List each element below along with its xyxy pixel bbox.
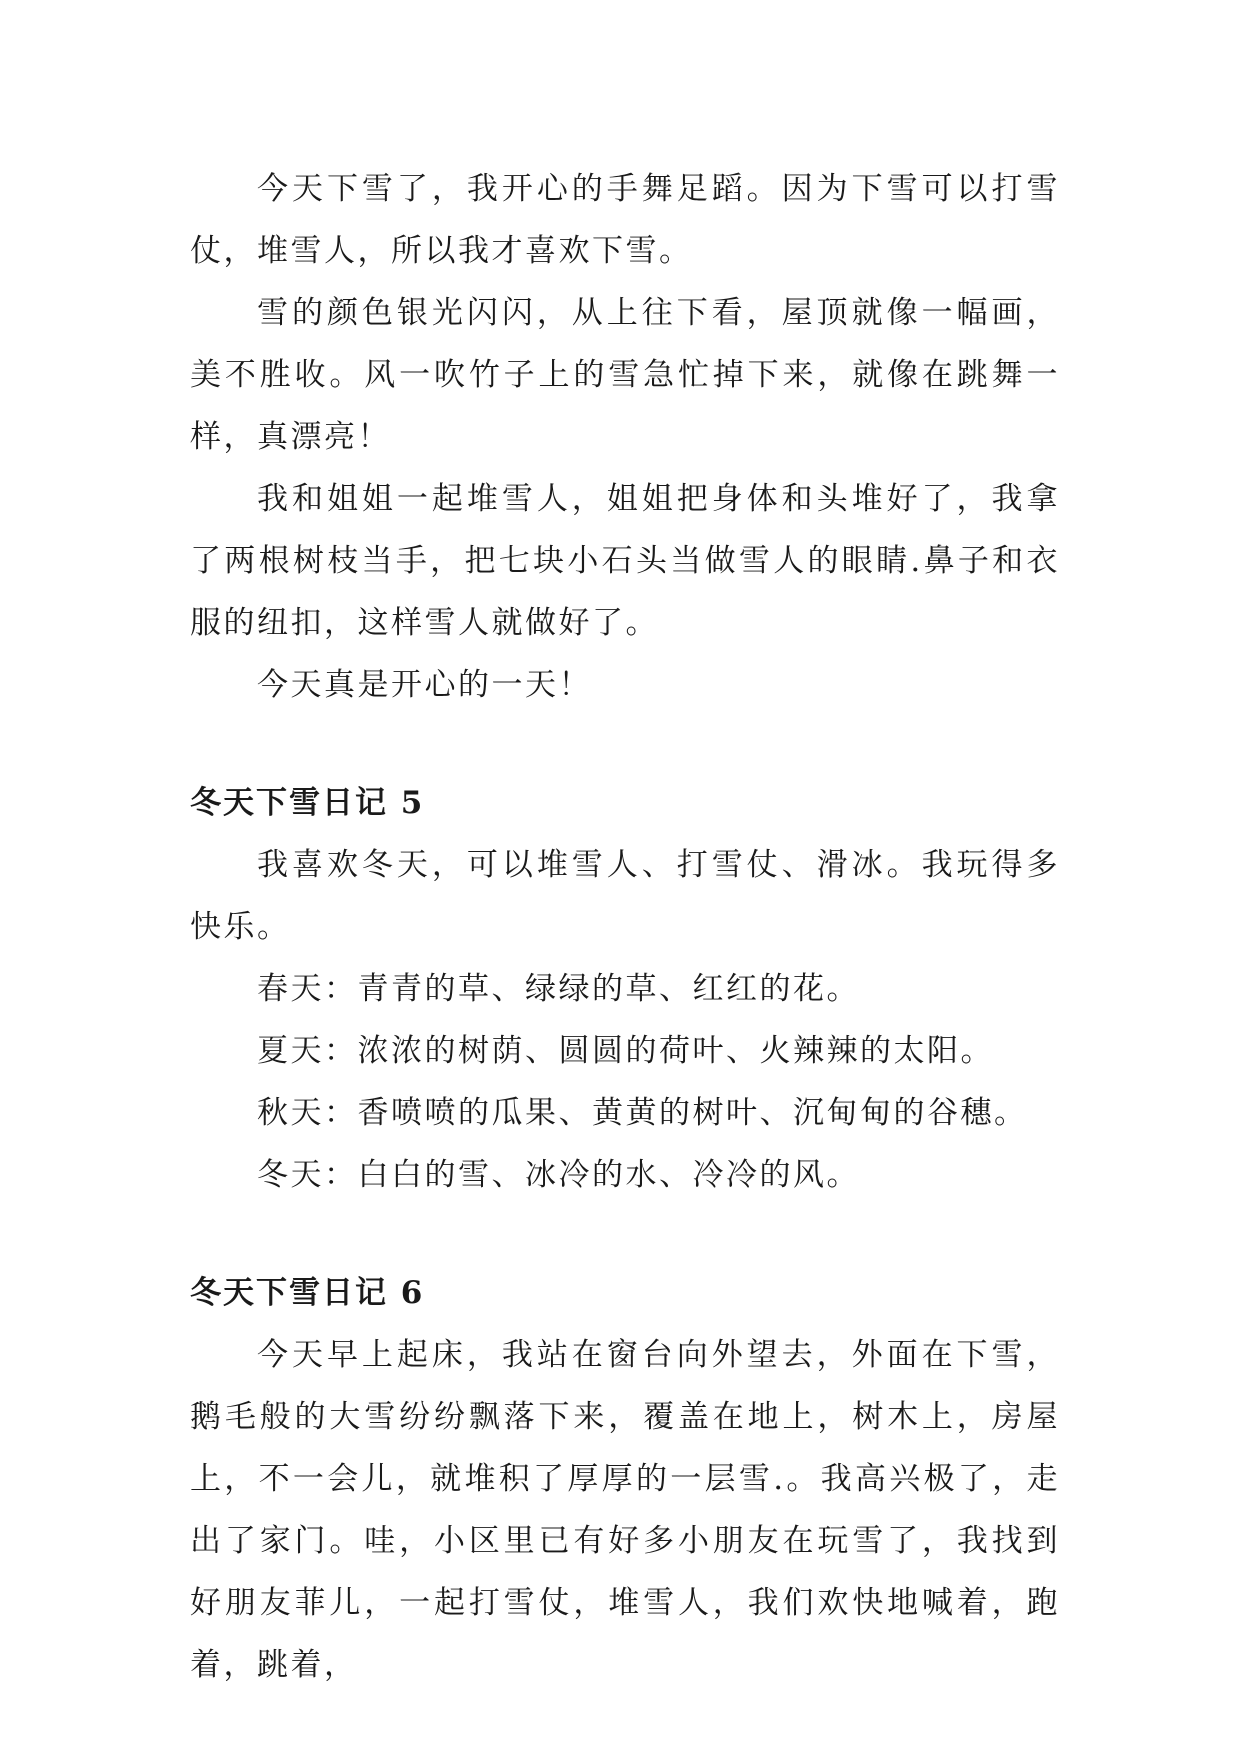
paragraph: 我和姐姐一起堆雪人，姐姐把身体和头堆好了，我拿了两根树枝当手，把七块小石头当做雪人的眼睛.鼻子和衣服的纽扣，这样雪人就做好了。: [190, 481, 1060, 641]
document-page: [190, 158, 1060, 1696]
paragraph: 今天真是开心的一天！: [257, 667, 592, 703]
section-title: 冬天下雪日记 5: [190, 785, 425, 821]
paragraph: 冬天：白白的雪、冰冷的水、冷冷的风。: [257, 1157, 860, 1193]
paragraph: 雪的颜色银光闪闪，从上往下看，屋顶就像一幅画，美不胜收。风一吹竹子上的雪急忙掉下来，就像在跳舞一样，真漂亮！: [190, 295, 1060, 455]
paragraph: 春天：青青的草、绿绿的草、红红的花。: [257, 971, 860, 1007]
paragraph: 秋天：香喷喷的瓜果、黄黄的树叶、沉甸甸的谷穗。: [257, 1095, 1028, 1131]
section-gap: [190, 716, 1060, 772]
paragraph: 今天早上起床，我站在窗台向外望去，外面在下雪，鹅毛般的大雪纷纷飘落下来，覆盖在地上，树木上，房屋上，不一会儿，就堆积了厚厚的一层雪.。我高兴极了，走出了家门。哇，小区里已有好多小朋友在玩雪了，我找到好朋友菲儿，一起打雪仗，堆雪人，我们欢快地喊着，跑着，跳着，: [190, 1337, 1060, 1683]
paragraph: 夏天：浓浓的树荫、圆圆的荷叶、火辣辣的太阳。: [257, 1033, 994, 1069]
paragraph: 我喜欢冬天，可以堆雪人、打雪仗、滑冰。我玩得多快乐。: [190, 847, 1060, 945]
section-title: 冬天下雪日记 6: [190, 1275, 425, 1311]
paragraph: 今天下雪了，我开心的手舞足蹈。因为下雪可以打雪仗，堆雪人，所以我才喜欢下雪。: [190, 171, 1060, 269]
section-gap: [190, 1206, 1060, 1262]
